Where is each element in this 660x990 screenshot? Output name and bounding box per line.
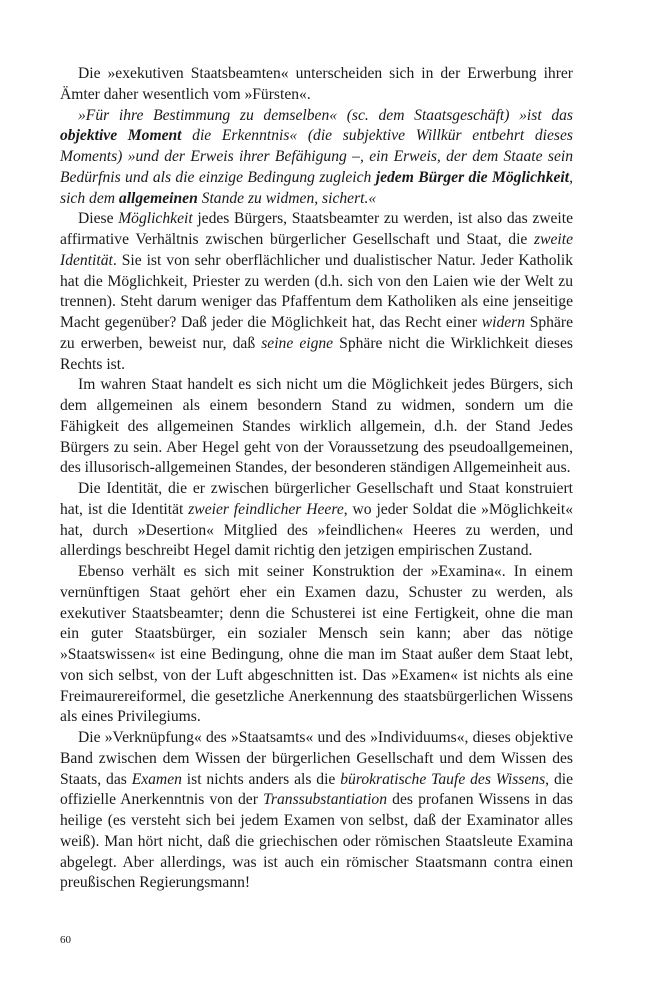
text-run: Die »Verknüpfung« des »Staatsamts« und des »Individuums«, dieses objektive Band zwischen dem Wissen der bürgerlichen Gesellschaft und dem Wissen des Staats, das [60,729,573,788]
italic-emphasis: zweier feindlicher Heere [188,500,344,518]
italic-emphasis: zweite Identität [60,231,573,269]
text-run: des profanen Wissens in das heilige (es versteht sich bei jedem Examen von selbst, daß der Examinator alles weiß). Man hört nicht, daß die griechischen oder römischen Staatsleute Examina abgelegt. Aber allerdings, was ist auch ein römischer Staatsmann contra einen preußischen Regierungsmann! [60,791,573,892]
bold-emphasis: jedem Bürger die Möglichkeit [375,168,570,186]
italic-emphasis: Möglichkeit [118,210,193,228]
paragraph [60,728,573,894]
italic-emphasis: , sich dem [60,168,573,207]
italic-emphasis: Transsubstantiation [263,791,388,809]
italic-emphasis: »Für ihre Bestimmung zu demselben« (sc. dem Staatsgeschäft) »ist das [78,106,573,124]
text-run: jedes Bürgers, Staatsbeamter zu werden, ist also das zweite affirmative Verhältnis zwischen bürgerlicher Gesellschaft und Staat, die [60,210,574,248]
text-run: Sphäre nicht die Wirklichkeit dieses Rechts ist. [60,334,573,373]
body-text [60,64,573,894]
paragraph [60,479,573,562]
paragraph [60,106,573,210]
text-run: Sphäre zu erwerben, beweist nur, daß [60,314,573,352]
paragraph [60,209,573,375]
text-run: Die »exekutiven Staatsbeamten« unterscheiden sich in der Erwerbung ihrer Ämter daher wesentlich vom »Fürsten«. [60,65,573,103]
italic-emphasis: bürokratische Taufe des Wissens [340,770,546,788]
text-run: . Sie ist von sehr oberflächlicher und dualistischer Natur. Jeder Katholik hat die Möglichkeit, Priester zu werden (d.h. sich von den Laien wie der Welt zu trennen). Steht darum weniger das Pfaffentum dem Katholiken als eine jenseitige Macht gegenüber? Daß jeder die Möglichkeit hat, das Recht einer [60,251,573,331]
italic-emphasis: widern [481,314,526,331]
bold-emphasis: objektive Moment [60,127,182,145]
text-run: Im wahren Staat handelt es sich nicht um die Möglichkeit jedes Bürgers, sich dem allgemeinen als einem besondern Stand zu widmen, sondern um die Fähigkeit des allgemeinen Standes wirklich allgemein, d.h. der Stand Jedes Bürgers zu sein. Aber Hegel geht von der Voraussetzung des pseudoallgemeinen, des illusorisch-allgemeinen Standes, der besonderen ständigen Allgemeinheit aus. [60,376,573,477]
italic-emphasis: Examen [131,770,182,788]
paragraph [60,375,573,479]
text-run: Die Identität, die er zwischen bürgerlicher Gesellschaft und Staat konstruiert hat, ist die Identität [60,480,573,518]
text-run: Diese [78,210,119,228]
text-run: , die offizielle Anerkenntnis von der [60,770,573,809]
bold-emphasis: allgemeinen [118,189,198,207]
paragraph [60,64,573,106]
paragraph [60,562,573,728]
text-run: ist nichts anders als die [181,770,341,788]
italic-emphasis: Stande zu widmen, sichert.« [197,189,377,207]
text-run: , wo jeder Soldat die »Möglichkeit« hat, durch »Desertion« Mitglied des »feindlichen« Heeres zu werden, und allerdings beschreibt Hegel damit richtig den jetzigen empirischen Zustand. [60,500,574,560]
text-run: Ebenso verhält es sich mit seiner Konstruktion der »Examina«. In einem vernünftigen Staat gehört eher ein Examen dazu, Schuster zu werden, als exekutiver Staatsbeamter; denn die Schusterei ist eine Fertigkeit, ohne die man ein guter Staatsbürger, ein sozialer Mensch sein kann; aber das nötige »Staatswissen« ist eine Bedingung, ohne die man im Staat außer dem Staat lebt, von sich selbst, von der Luft abgeschnitten ist. Das »Examen« ist nichts als eine Freimaurereiformel, die gesetzliche Anerkennung des staatsbürgerlichen Wissens als eines Privilegiums. [60,563,573,726]
italic-emphasis: die Erkenntnis« (die subjektive Willkür entbehrt dieses Moments) »und der Erweis ihrer Befähigung –, ein Erweis, der dem Staate sein Bedürfnis und als die einzige Bedingung zugleich [60,127,573,186]
italic-emphasis: seine eigne [261,334,334,352]
page-number: 60 [60,934,71,946]
